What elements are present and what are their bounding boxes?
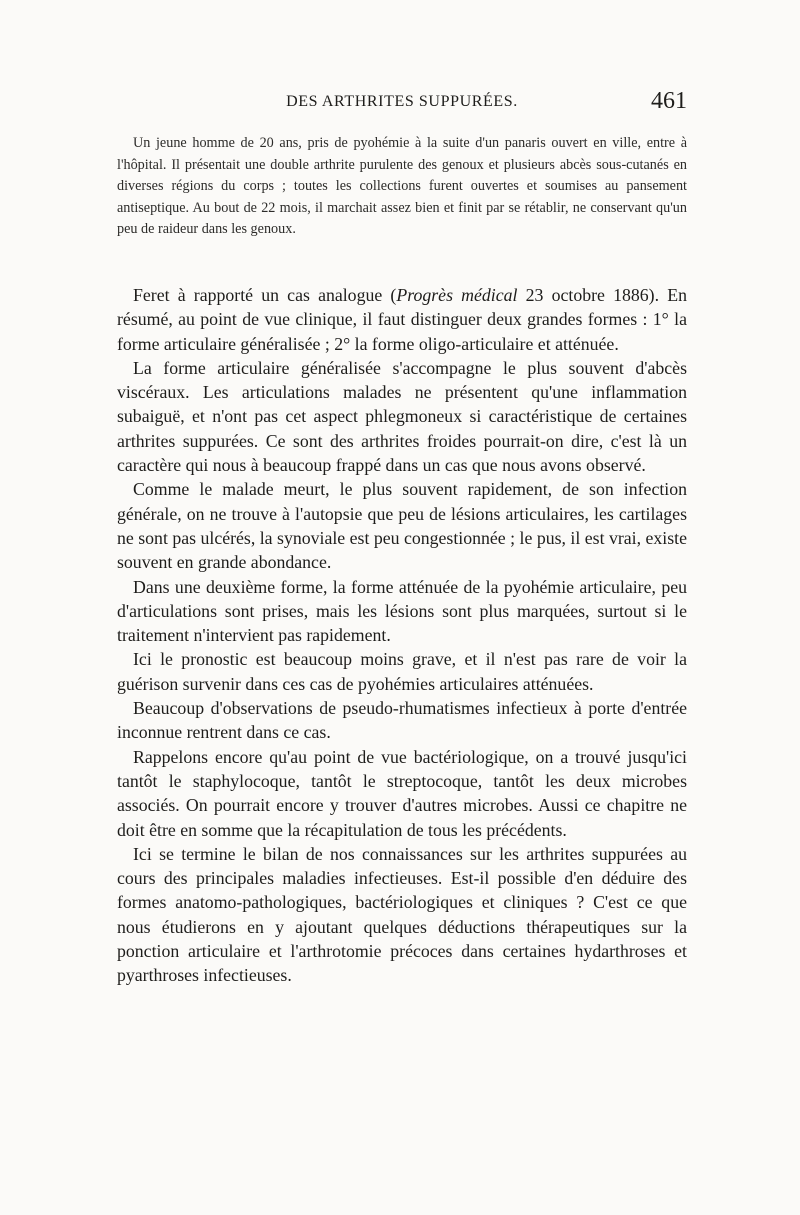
paragraph: La forme articulaire généralisée s'accompagne le plus souvent d'abcès viscéraux. Les articulations malades ne présentent qu'une inflammation subaiguë, et n'ont pas cet aspect phlegmoneux si caractéristique de certaines arthrites suppurées. Ce sont des arthrites froides pourrait-on dire, c'est là un caractère qui nous à beaucoup frappé dans un cas que nous avons observé.: [117, 357, 687, 476]
paragraph: Dans une deuxième forme, la forme atténuée de la pyohémie articulaire, peu d'articulations sont prises, mais les lésions sont plus marquées, surtout si le traitement n'intervient pas rapidement.: [117, 576, 687, 646]
paragraph-text: Feret à rapporté un cas analogue (: [133, 285, 397, 305]
page-header: [117, 88, 687, 123]
paragraph: Comme le malade meurt, le plus souvent rapidement, de son infection générale, on ne trouve à l'autopsie que peu de lésions articulaires, les cartilages ne sont pas ulcérés, la synoviale est peu congestionnée ; le pus, il est vrai, existe souvent en grande abondance.: [117, 479, 687, 573]
running-title: DES ARTHRITES SUPPURÉES.: [286, 93, 518, 110]
paragraph: Rappelons encore qu'au point de vue bactériologique, on a trouvé jusqu'ici tantôt le staphylocoque, tantôt le streptocoque, tantôt les deux microbes associés. On pourrait encore y trouver d'autres microbes. Aussi ce chapitre ne doit être en somme que la récapitulation de tous les précédents.: [117, 746, 687, 840]
page-number: 461: [651, 88, 687, 114]
case-note: Un jeune homme de 20 ans, pris de pyohémie à la suite d'un panaris ouvert en ville, entre à l'hôpital. Il présentait une double arthrite purulente des genoux et plusieurs abcès sous-cutanés en diverses régions du corps ; toutes les collections furent ouvertes et soumises au pansement antiseptique. Au bout de 22 mois, il marchait assez bien et finit par se rétablir, ne conservant qu'un peu de raideur dans les genoux.: [117, 135, 687, 238]
paragraph: Beaucoup d'observations de pseudo-rhumatismes infectieux à porte d'entrée inconnue rentrent dans ce cas.: [117, 698, 687, 743]
paragraph-text: 23 octobre 1886). En résumé, au point de vue clinique, il faut distinguer deux grandes formes : 1° la forme articulaire généralisée ; 2° la forme oligo-articulaire et atténuée.: [117, 285, 687, 354]
main-text: [117, 283, 687, 988]
journal-title: Progrès médical: [396, 285, 518, 305]
paragraph: Ici le pronostic est beaucoup moins grave, et il n'est pas rare de voir la guérison survenir dans ces cas de pyohémies articulaires atténuées.: [117, 649, 687, 694]
paragraph: Ici se termine le bilan de nos connaissances sur les arthrites suppurées au cours des principales maladies infectieuses. Est-il possible d'en déduire des formes anatomo-pathologiques, bactériologiques et cliniques ? C'est ce que nous étudierons en y ajoutant quelques déductions thérapeutiques sur la ponction articulaire et l'arthrotomie précoces dans certaines hydarthroses et pyarthroses infectieuses.: [117, 843, 687, 986]
paragraph: [117, 283, 687, 356]
